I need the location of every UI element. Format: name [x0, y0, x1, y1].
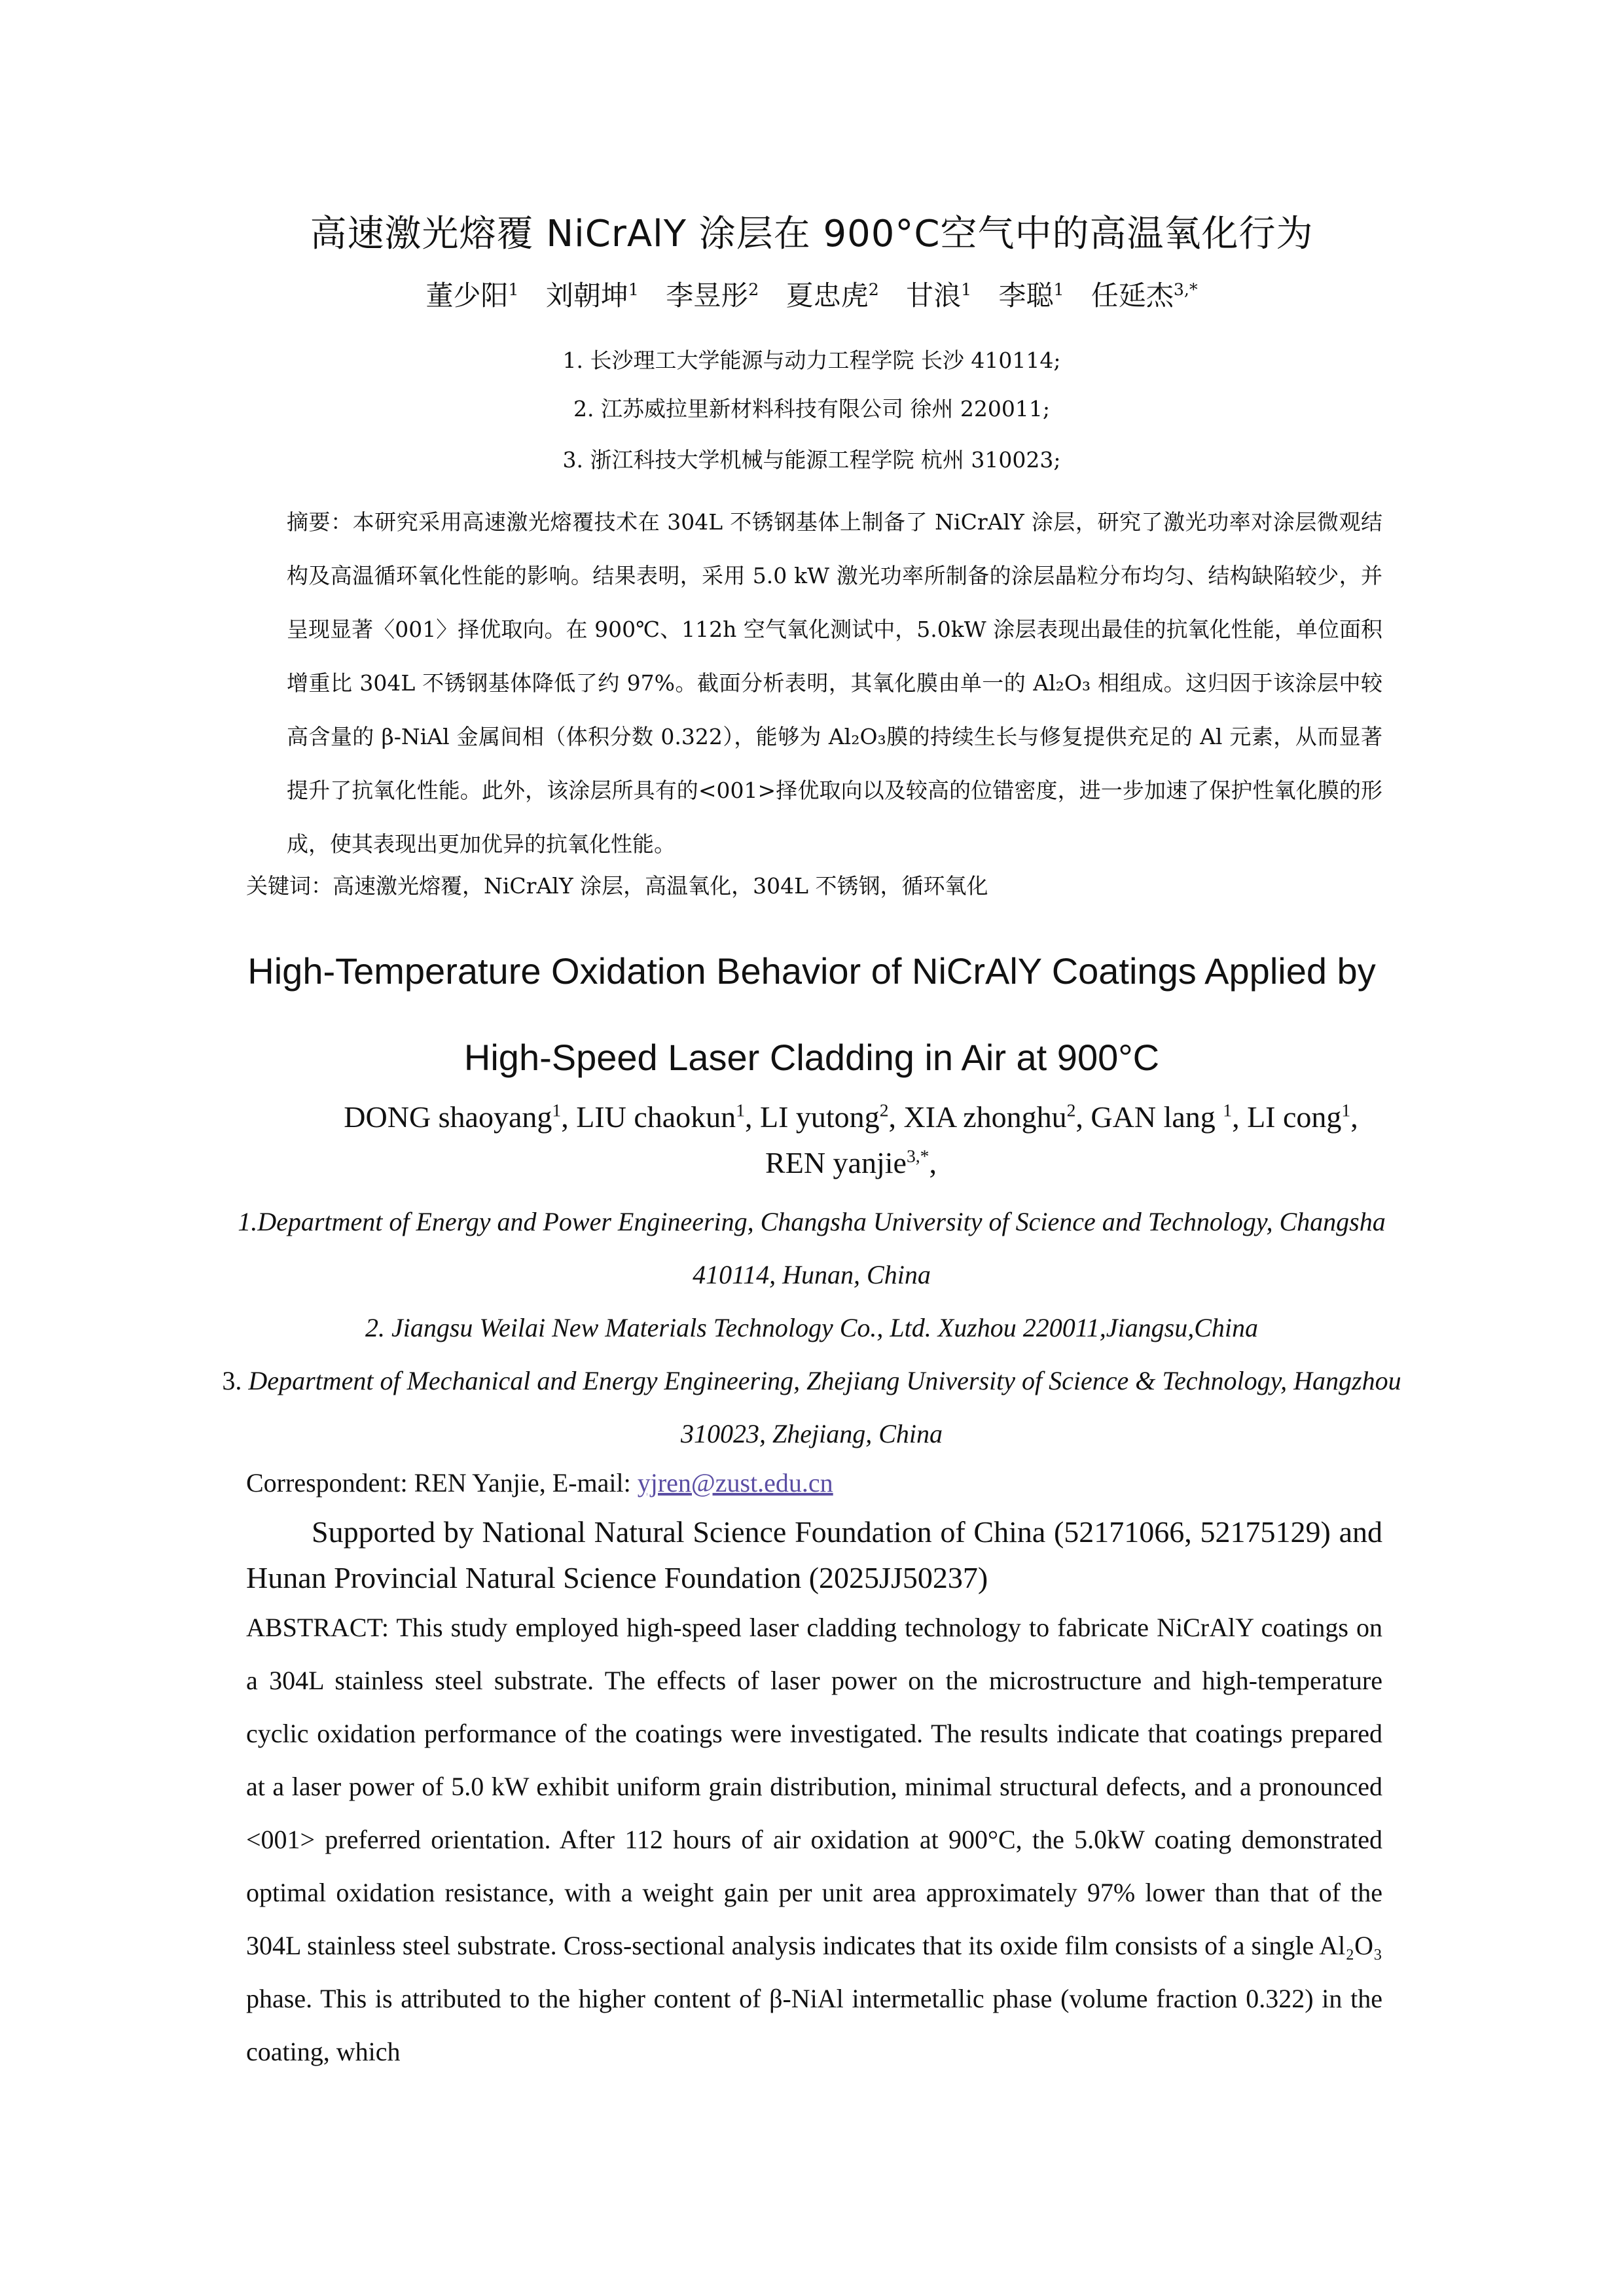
- al2o3-formula: Al₂O₃: [828, 724, 886, 749]
- chinese-author: 任延杰$^{3,*}$: [1091, 279, 1198, 312]
- english-author: XIA zhonghu$^2$,: [903, 1100, 1091, 1134]
- english-author: LI yutong$^2$,: [759, 1100, 904, 1134]
- funding-statement: Supported by National Natural Science Foundation of China (52171066, 52175129) and Hunan Provincial Natural Science Foundation (2025JJ50237): [246, 1515, 1382, 1594]
- chinese-affiliation-3: 3. 浙江科技大学机械与能源工程学院 杭州 310023;: [562, 447, 1061, 473]
- chinese-author: 李聪$^1$: [998, 279, 1064, 312]
- english-abstract-label: ABSTRACT:: [246, 1613, 397, 1642]
- chinese-author: 董少阳$^1$: [425, 279, 519, 312]
- english-affiliation-2: 2. Jiangsu Weilai New Materials Technology Co., Ltd. Xuzhou 220011,Jiangsu,China: [365, 1313, 1259, 1342]
- english-author: LI cong$^1$,: [1247, 1100, 1358, 1134]
- keywords-label: 关键词：: [246, 873, 333, 899]
- al2o3-formula: Al₂O₃: [1033, 670, 1091, 696]
- english-author: REN yanjie$^{3,*}$,: [765, 1145, 937, 1179]
- keywords-text: 高速激光熔覆，NiCrAlY 涂层，高温氧化，304L 不锈钢，循环氧化: [333, 873, 988, 899]
- chinese-author: 甘浪$^1$: [906, 279, 972, 312]
- chinese-author: 夏忠虎$^2$: [785, 279, 879, 312]
- chinese-abstract-label: 摘要：: [287, 509, 353, 535]
- correspondent-line: [246, 1465, 1382, 1501]
- english-affiliations: [196, 1195, 1427, 1460]
- english-author: DONG shaoyang$^1$,: [344, 1100, 577, 1134]
- chinese-author: 刘朝坤$^1$: [545, 279, 639, 312]
- english-title-line-2: High-Speed Laser Cladding in Air at 900°C: [463, 1037, 1160, 1078]
- email-link[interactable]: yjren@zust.edu.cn: [637, 1468, 833, 1498]
- english-affiliation-3: 3. Department of Mechanical and Energy Engineering, Zhejiang University of Science & Technology, Hangzhou 310023, Zhejiang, China: [222, 1366, 1401, 1448]
- english-abstract: ABSTRACT: This study employed high-speed laser cladding technology to fabricate NiCrAlY coatings on a 304L stainless steel substrate. The effects of laser power on the microstructure and high-temperature cyclic oxidation performance of the coatings were investigated. The results indicate that coatings prepared at a laser power of 5.0 kW exhibit uniform grain distribution, minimal structural defects, and a pronounced <001> preferred orientation. After 112 hours of air oxidation at 900°C, the 5.0kW coating demonstrated optimal oxidation resistance, with a weight gain per unit area approximately 97% lower than that of the 304L stainless steel substrate. Cross-sectional analysis indicates that its oxide film consists of a single Al₂O₃ phase. This is attributed to the higher content of β-NiAl intermetallic phase (volume fraction 0.322) in the coating, which: [246, 1613, 1382, 2066]
- chinese-keywords: [246, 868, 1382, 905]
- chinese-affiliation-1: 1. 长沙理工大学能源与动力工程学院 长沙 410114;: [562, 348, 1061, 373]
- chinese-author-list: [196, 275, 1427, 317]
- english-title: [196, 928, 1427, 1101]
- english-author-list: [327, 1094, 1375, 1186]
- chinese-affiliation-2: 2. 江苏威拉里新材料科技有限公司 徐州 220011;: [573, 396, 1051, 422]
- english-author: LIU chaokun$^1$,: [576, 1100, 760, 1134]
- english-affiliation-1: 1.Department of Energy and Power Engineering, Changsha University of Science and Technology, Changsha 410114, Hunan, China: [238, 1207, 1386, 1289]
- chinese-author: 李昱彤$^2$: [666, 279, 759, 312]
- correspondent-label: Correspondent: REN Yanjie, E-mail:: [246, 1468, 638, 1498]
- chinese-title: 高速激光熔覆 NiCrAlY 涂层在 900°C空气中的高温氧化行为: [310, 213, 1314, 255]
- english-author: GAN lang $^1$,: [1091, 1100, 1248, 1134]
- al2o3-formula: Al₂O₃: [1319, 1931, 1382, 1960]
- chinese-abstract: 摘要：本研究采用高速激光熔覆技术在 304L 不锈钢基体上制备了 NiCrAlY 涂层，研究了激光功率对涂层微观结构及高温循环氧化性能的影响。结果表明，采用 5.0 kW 激光功率所制备的涂层晶粒分布均匀、结构缺陷较少，并呈现显著〈001〉择优取向。在 900℃、112h 空气氧化测试中，5.0kW 涂层表现出最佳的抗氧化性能，单位面积增重比 304L 不锈钢基体降低了约 97%。截面分析表明，其氧化膜由单一的 Al₂O₃ 相组成。这归因于该涂层中较高含量的 β-NiAl 金属间相（体积分数 0.322），能够为 Al₂O₃膜的持续生长与修复提供充足的 Al 元素，从而显著提升了抗氧化性能。此外，该涂层所具有的<001>择优取向以及较高的位错密度，进一步加速了保护性氧化膜的形成，使其表现出更加优异的抗氧化性能。: [287, 509, 1383, 857]
- english-title-line-1: High-Temperature Oxidation Behavior of NiCrAlY Coatings Applied by: [247, 950, 1376, 992]
